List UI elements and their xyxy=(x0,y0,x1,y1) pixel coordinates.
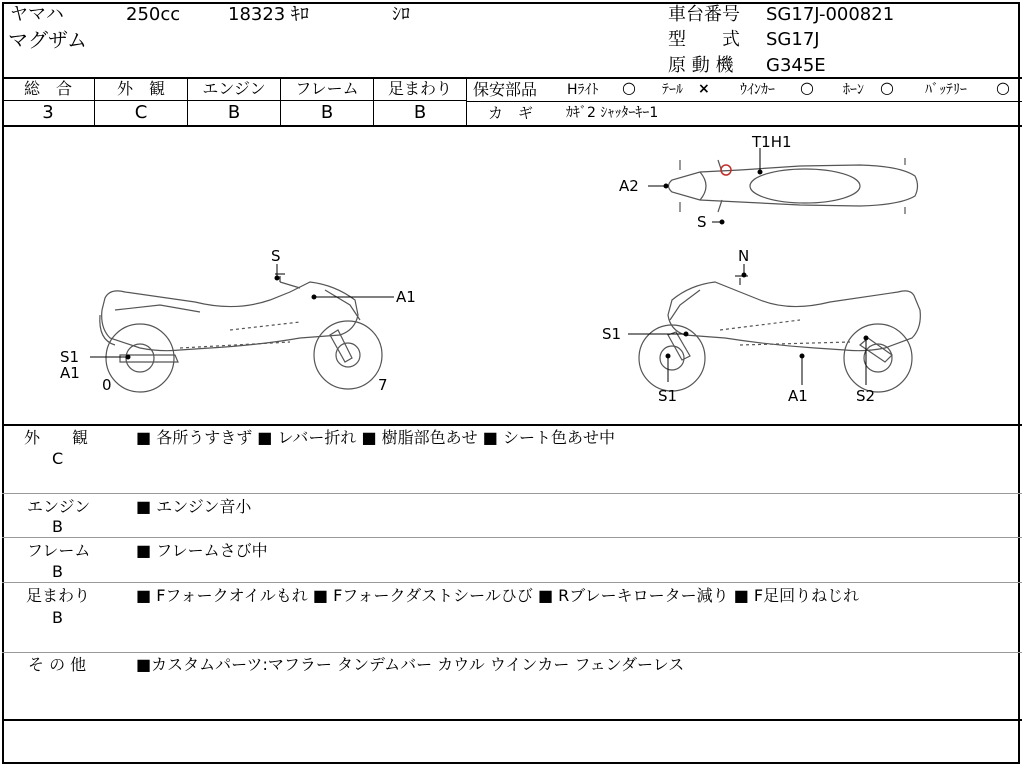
divider-diagram xyxy=(2,424,1022,426)
key-value: ｶｷﾞ2 ｼｬｯﾀｰｷｰ1 xyxy=(566,105,659,121)
divider-note-3 xyxy=(2,582,1022,583)
score-frame: B xyxy=(320,102,334,123)
safety-winker-mark: ○ xyxy=(800,78,814,97)
right-view-s1-label: S1 xyxy=(602,325,622,343)
safety-label: 保安部品 xyxy=(473,80,538,99)
maker: ヤマハ xyxy=(10,4,64,25)
score-suspension: B xyxy=(413,102,427,123)
scooter-top-view xyxy=(669,158,918,214)
divider-note-1 xyxy=(2,493,1022,494)
score-header-exterior: 外 観 xyxy=(116,79,165,98)
score-header-total: 総 合 xyxy=(23,79,72,98)
note-frame-text: ■ フレームさび中 xyxy=(136,541,268,560)
safety-headlight-mark: ○ xyxy=(622,78,636,97)
score-header-frame: フレーム xyxy=(295,79,359,98)
safety-tail-mark: × xyxy=(698,81,710,97)
note-engine-score: B xyxy=(52,517,63,536)
color: ｼﾛ xyxy=(392,4,410,25)
note-suspension-label: 足まわり xyxy=(26,586,91,605)
left-view-num-right: 7 xyxy=(378,376,388,394)
top-view-t1h1-label: T1H1 xyxy=(752,133,792,151)
engine-label: 原 動 機 xyxy=(668,55,734,76)
safety-battery-mark: ○ xyxy=(996,78,1010,97)
score-total: 3 xyxy=(42,102,54,123)
safety-tail: ﾃｰﾙ xyxy=(662,82,683,98)
note-exterior-score: C xyxy=(52,449,64,468)
note-engine-text: ■ エンジン音小 xyxy=(136,497,252,516)
left-view-s-label: S xyxy=(271,247,281,265)
right-view-n-label: N xyxy=(738,247,750,265)
divider-note-2 xyxy=(2,537,1022,538)
left-view-a1-bottom-label: A1 xyxy=(60,364,80,382)
left-view-num-left: 0 xyxy=(102,376,112,394)
mileage: 18323 ｷﾛ xyxy=(228,4,309,25)
score-engine: B xyxy=(227,102,241,123)
note-suspension-text: ■ Fフォークオイルもれ ■ Fフォークダストシールひび ■ Rブレーキローター減り ■ F足回りねじれ xyxy=(136,586,860,605)
note-frame-label: フレーム xyxy=(27,541,91,560)
divider-note-4 xyxy=(2,652,1022,653)
safety-winker: ｳｲﾝｶｰ xyxy=(740,82,775,98)
scooter-left-view xyxy=(100,274,382,392)
top-view-s-label: S xyxy=(697,213,707,231)
score-exterior: C xyxy=(134,102,148,123)
note-exterior-text: ■ 各所うすきず ■ レバー折れ ■ 樹脂部色あせ ■ シート色あせ中 xyxy=(136,428,615,447)
safety-horn-mark: ○ xyxy=(880,78,894,97)
safety-headlight: Hﾗｲﾄ xyxy=(567,82,599,98)
engine-value: G345E xyxy=(766,55,826,76)
safety-battery: ﾊﾞｯﾃﾘｰ xyxy=(925,82,967,98)
right-view-s2-label: S2 xyxy=(856,387,876,405)
frame-no: SG17J-000821 xyxy=(766,4,895,25)
type-value: SG17J xyxy=(766,29,820,50)
note-frame-score: B xyxy=(52,562,63,581)
key-label: カ ギ xyxy=(488,104,534,122)
note-exterior-label: 外 観 xyxy=(24,428,89,447)
top-view-a2-label: A2 xyxy=(619,177,639,195)
score-header-suspension: 足まわり xyxy=(387,79,452,98)
right-view-s1-bottom-label: S1 xyxy=(658,387,678,405)
model-name: マグザム xyxy=(8,28,87,52)
note-suspension-score: B xyxy=(52,608,63,627)
left-view-s1-label: S1 xyxy=(60,348,80,366)
type-label: 型 式 xyxy=(668,29,740,50)
displacement: 250cc xyxy=(126,4,181,25)
safety-horn: ﾎｰﾝ xyxy=(843,82,864,98)
note-other-text: ■カスタムパーツ:マフラー タンデムバー カウル ウインカー フェンダーレス xyxy=(136,655,685,674)
score-header-engine: エンジン xyxy=(202,79,266,98)
right-view-a1-label: A1 xyxy=(788,387,808,405)
left-view-a1-label: A1 xyxy=(396,288,416,306)
divider-footer xyxy=(2,719,1022,721)
note-engine-label: エンジン xyxy=(27,497,91,516)
frame-no-label: 車台番号 xyxy=(668,4,740,25)
note-other-label: そ の 他 xyxy=(28,655,87,674)
